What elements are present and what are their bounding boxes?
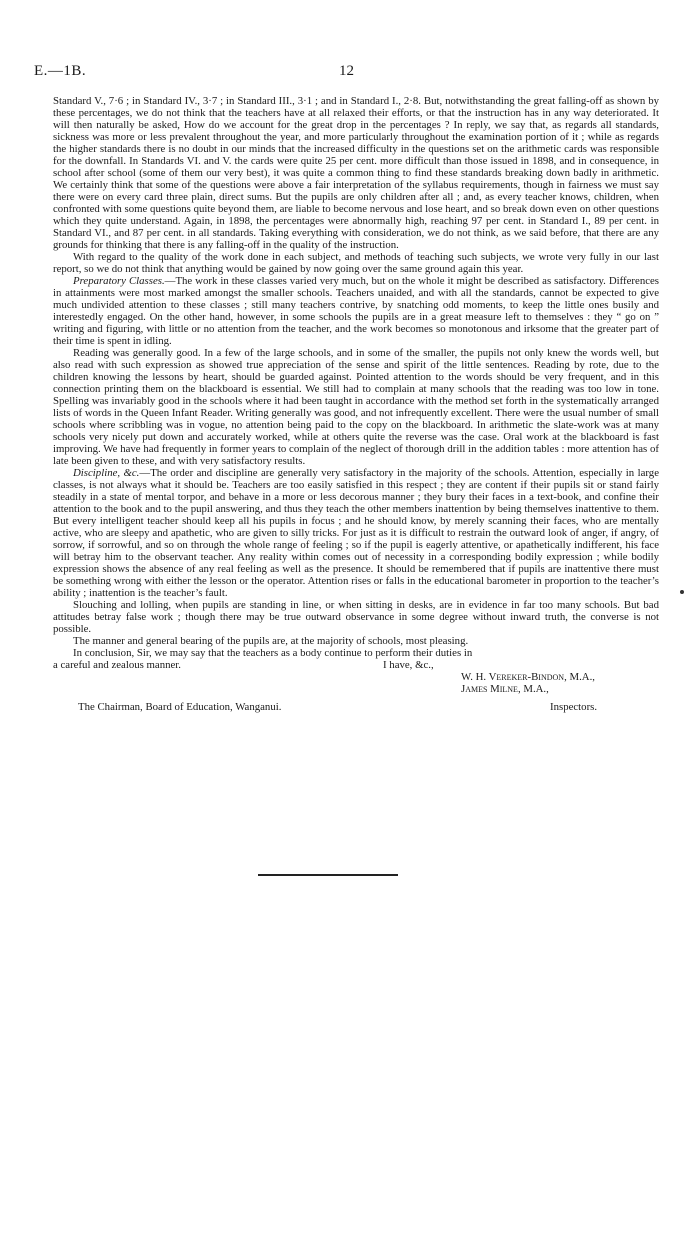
document-reference: E.—1B. xyxy=(34,63,87,79)
page-number: 12 xyxy=(339,63,354,79)
signature-block xyxy=(53,659,659,731)
report-body xyxy=(53,95,659,731)
paragraph-manner: The manner and general bearing of the pupils are, at the majority of schools, most pleasing. xyxy=(73,635,469,647)
page-header xyxy=(34,63,634,83)
signatory-role: Inspectors. xyxy=(550,701,598,713)
margin-mark xyxy=(680,590,684,594)
end-rule-divider xyxy=(258,874,398,876)
paragraph-preparatory-classes xyxy=(53,275,659,347)
closing-line: a careful and zealous manner. xyxy=(53,659,181,671)
discipline-body: —The order and discipline are generally very satisfactory in the majority of the schools. Attention, especially in large classes, is not always what it should be. Teachers are too easily satisfied in this respect ; they are content if their pupils sit or stand fairly steadily in a state of mental torpor, and behave in a more or less decorous manner ; they bury their faces in a text-book, and confine their attention to the book and to the pupil answering, and thus they teach the other members inattention by being themselves inattentive to them. But every intelligent teacher should keep all his pupils in focus ; and he should know, by merely scanning their faces, who are mentally active, who are sleepy and apathetic, who are given to silly tricks. For just as it is difficult to restrain the outward look of anger, if angry, of sorrow, if sorrowful, and so on through the whole range of feeling ; so if the pupil is eagerly attentive, or apathetically indifferent, his face will betray him to the observant teacher. Any reality within comes out of necessity in a corresponding bodily expression ; while bodily expression shows the absence of any real feeling as well as the presence. It should be remembered that if pupils are inattentive there must be something wrong with either the lesson or the operator. Attention rises or falls in the educational barometer in proportion to the teacher’s ability ; inattention is the teacher’s fault. xyxy=(53,467,659,599)
paragraph-conclusion: In conclusion, Sir, we may say that the teachers as a body continue to perform their duties in xyxy=(73,647,473,659)
discipline-heading: Discipline, &c. xyxy=(73,467,140,479)
paragraph-quality-of-work: With regard to the quality of the work done in each subject, and methods of teaching such subjects, we wrote very fully in our last report, so we do not think that anything would be gained by now going over the same ground again this year. xyxy=(53,251,659,275)
signatory-1: W. H. Vereker-Bindon, M.A., xyxy=(461,671,595,683)
addressee: The Chairman, Board of Education, Wanganui. xyxy=(78,701,282,713)
valediction: I have, &c., xyxy=(383,659,434,671)
paragraph-slouching: Slouching and lolling, when pupils are standing in line, or when sitting in desks, are in evidence in far too many schools. But bad attitudes betray false work ; though there may be true outward observance in some degree without inward truth, the converse is not possible. xyxy=(53,599,659,635)
preparatory-classes-heading: Preparatory Classes. xyxy=(73,275,165,287)
paragraph-reading: Reading was generally good. In a few of the large schools, and in some of the smaller, the pupils not only knew the words well, but also read with such expression as showed true appreciation of the sense and spirit of the little sentences. Reading by rote, due to the children knowing the lessons by heart, should be guarded against. Pointed attention to the words should be very frequent, and in this connection printing them on the blackboard is essential. We still had to complain at many schools that the reading was too low in tone. Spelling was invariably good in the schools where it had been taught in accordance with the method set forth in the systematically arranged lists of words in the Queen Infant Reader. Writing generally was good, and not infrequently excellent. There were the usual number of small schools where scribbling was in vogue, no attention being paid to the copy on the blackboard. In arithmetic the slate-work was at many schools very nicely put down and accurately worked, while at others quite the reverse was the case. Oral work at the blackboard is fast improving. We have had frequently in former years to complain of the neglect of thorough drill in the addition tables : more attention has of late been given to these, and with very satisfactory results. xyxy=(53,347,659,467)
paragraph-discipline xyxy=(53,467,659,599)
paragraph-arithmetic: Standard V., 7·6 ; in Standard IV., 3·7 ; in Standard III., 3·1 ; and in Standard I., 2·8. But, notwithstanding the great falling-off as shown by these percentages, we do not think that the teachers have at all relaxed their efforts, or that the instruction has in any way deteriorated. It will then naturally be asked, How do we account for the great drop in the percentages ? In reply, we say that, as regards all standards, sickness was more or less prevalent throughout the year, and more particularly throughout the examination portion of it ; while as regards the higher standards there is no doubt in our minds that the increased difficulty in the questions set on the arithmetic cards was responsible for the downfall. In Standards VI. and V. the cards were quite 25 per cent. more difficult than those issued in 1898, and in consequence, in school after school (some of them our very best), it was quite a common thing to find these standards breaking down badly in arithmetic. We certainly think that some of the questions were above a fair interpretation of the syllabus requirements, though in fairness we must say there were on every card three plain, direct sums. But the pupils are only children after all ; and, as every teacher knows, children, when confronted with some questions quite beyond them, are liable to become nervous and lose heart, and so break down even on other questions which they quite understand. Again, in 1898, the percentages were abnormally high, reaching 97 per cent. in Standard I., 89 per cent. in Standard VI., and 87 per cent. in all standards. Taking everything with consideration, we do not think, as we said before, that there are any grounds for thinking that there is any falling-off in the quality of the instruction. xyxy=(53,95,659,251)
preparatory-classes-body: —The work in these classes varied very much, but on the whole it might be described as satisfactory. Differences in attainments were most marked amongst the smaller schools. Teachers unaided, and with all the standards, cannot be expected to give much undivided attention to these classes ; still many teachers contrive, by snatching odd moments, to keep the little ones busily and interestedly engaged. On the other hand, however, in some schools the pupils are in a great measure left to themselves : they “ go on ” writing and figuring, with little or no attention from the teacher, and the work becomes so monotonous and irksome that the greater part of their time is spent in idling. xyxy=(53,275,660,347)
signatory-2: James Milne, M.A., xyxy=(461,683,549,695)
